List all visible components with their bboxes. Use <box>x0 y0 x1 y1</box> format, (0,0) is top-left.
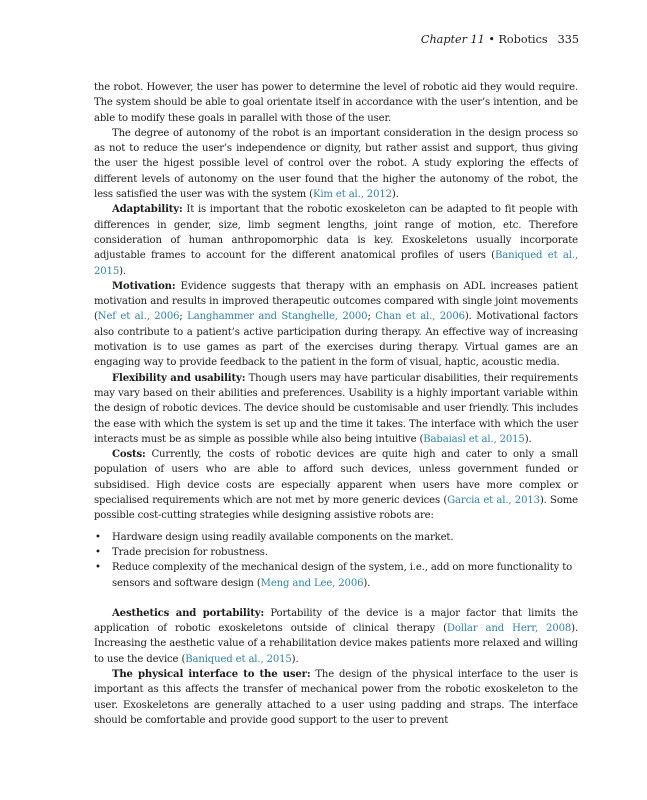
paragraph-text: The design of the physical interface to the user is important as this affects the transfer of mechanical power from the robotic exoskeleton to the user. Exoskeletons are generally attached to a user using padding and straps. The interface should be comfortable and provide good support to the user to prevent <box>94 668 578 726</box>
running-header <box>421 33 579 47</box>
run-in-heading: Aesthetics and portability: <box>112 607 265 619</box>
paragraph-text: ). Motivational factors also contribute to a patient’s active participation during therapy. An effective way of increasing motivation is to use games as part of the exercises during therapy. Virtual games are an engaging way to provide feedback to the patient in the form of visual, haptic, acoustic media. <box>94 311 579 369</box>
list-item-text: Reduce complexity of the mechanical design of the system, i.e., add on more functionality to sensors and software design ( <box>112 562 573 589</box>
paragraph-text: It is important that the robotic exoskeleton can be adapted to fit people with differences in gender, size, limb segment lengths, joint range of motion, etc. Therefore consideration of human anthropomorphic data is key. Exoskeletons usually incorporate adjustable frames to account for the different anatomical profiles of users ( <box>94 204 578 262</box>
paragraph-aesthetics <box>94 606 578 667</box>
paragraph-text: Evidence suggests that therapy with an emphasis on ADL increases patient motivation and results in improved therapeutic outcomes compared with single joint movements ( <box>94 280 578 323</box>
paragraph-text: ). <box>524 433 532 445</box>
citation-link[interactable]: Nef et al., 2006 <box>97 311 180 323</box>
paragraph-text: ). Some possible cost-cutting strategies while designing assistive robots are: <box>94 495 578 522</box>
paragraph-text: Portability of the device is a major factor that limits the application of robotic exoskeletons outside of clinical therapy ( <box>94 607 578 635</box>
paragraph-text: ). <box>119 265 126 277</box>
citation-link[interactable]: Baniqued et al., 2015 <box>185 653 292 665</box>
paragraph-text: Currently, the costs of robotic devices are quite high and cater to only a small population of users who are able to afford such devices, unless government funded or subsidised. High device costs are especially apparent when users have more complex or specialised requirements which are not met by more generic devices ( <box>94 449 578 507</box>
citation-link[interactable]: Kim et al., 2012 <box>312 189 392 201</box>
list-item <box>95 530 578 545</box>
bullet-icon: • <box>95 562 101 574</box>
list-item-text: ). <box>363 577 371 589</box>
paragraph-costs <box>94 447 578 523</box>
citation-separator: ; <box>179 311 188 323</box>
paragraph-physical-interface <box>94 667 578 728</box>
paragraph-flexibility <box>94 371 578 447</box>
citation-link[interactable]: Dollar and Herr, 2008 <box>446 623 572 635</box>
run-in-heading: Adaptability: <box>112 204 183 216</box>
body-text <box>94 80 578 728</box>
paragraph-autonomy <box>94 126 578 202</box>
paragraph-text: The degree of autonomy of the robot is an important consideration in the design process so as not to reduce the user’s independence or dignity, but rather assist and support, thus giving the user the higest possible level of control over the robot. A study exploring the effects of different levels of autonomy on the user found that the higher the autonomy of the robot, the less satisfied the user was with the system ( <box>94 127 578 201</box>
list-item <box>95 545 578 560</box>
run-in-heading: The physical interface to the user: <box>112 668 311 680</box>
page-number: 335 <box>557 33 579 46</box>
section-title: Robotics <box>498 33 548 46</box>
citation-link[interactable]: Baniqued et al., 2015 <box>94 250 578 277</box>
chapter-label: Chapter 11 <box>420 33 485 46</box>
paragraph-text: Though users may have particular disabilities, their requirements may vary based on their abilities and preferences. Usability is a highly important variable within the design of robotic devices. The device should be customisable and user friendly. This includes the ease with which the system is set up and the time it takes. The interface with which the user interacts must be as simple as possible while also being intuitive ( <box>94 372 578 445</box>
cost-strategies-list <box>94 530 578 591</box>
header-separator: • <box>484 33 499 46</box>
bullet-icon: • <box>95 546 101 558</box>
citation-link[interactable]: Meng and Lee, 2006 <box>260 577 364 589</box>
paragraph-text: ). Increasing the aesthetic value of a rehabilitation device makes patients more relaxed and willing to use the device ( <box>94 623 579 665</box>
paragraph-motivation <box>94 279 578 371</box>
paragraph-adaptability <box>94 202 578 278</box>
paragraph-text: ). <box>391 189 399 201</box>
paragraph-text: ). <box>291 653 299 665</box>
citation-link[interactable]: Langhammer and Stanghelle, 2000 <box>187 311 368 323</box>
run-in-heading: Costs: <box>112 449 146 461</box>
run-in-heading: Motivation: <box>112 280 176 292</box>
list-item-text: Hardware design using readily available components on the market. <box>112 531 454 543</box>
bullet-icon: • <box>95 531 101 543</box>
citation-separator: ; <box>367 311 376 323</box>
paragraph-text: the robot. However, the user has power to determine the level of robotic aid they would require. The system should be able to goal orientate itself in accordance with the user’s intention, and be able to modify these goals in parallel with those of the user. <box>94 82 578 124</box>
run-in-heading: Flexibility and usability: <box>112 372 246 384</box>
citation-link[interactable]: Garcia et al., 2013 <box>447 495 540 507</box>
citation-link[interactable]: Babaiasl et al., 2015 <box>423 433 525 445</box>
list-item <box>95 560 578 591</box>
list-item-text: Trade precision for robustness. <box>112 546 268 558</box>
citation-link[interactable]: Chan et al., 2006 <box>375 311 465 323</box>
paragraph-continuation <box>94 80 578 126</box>
